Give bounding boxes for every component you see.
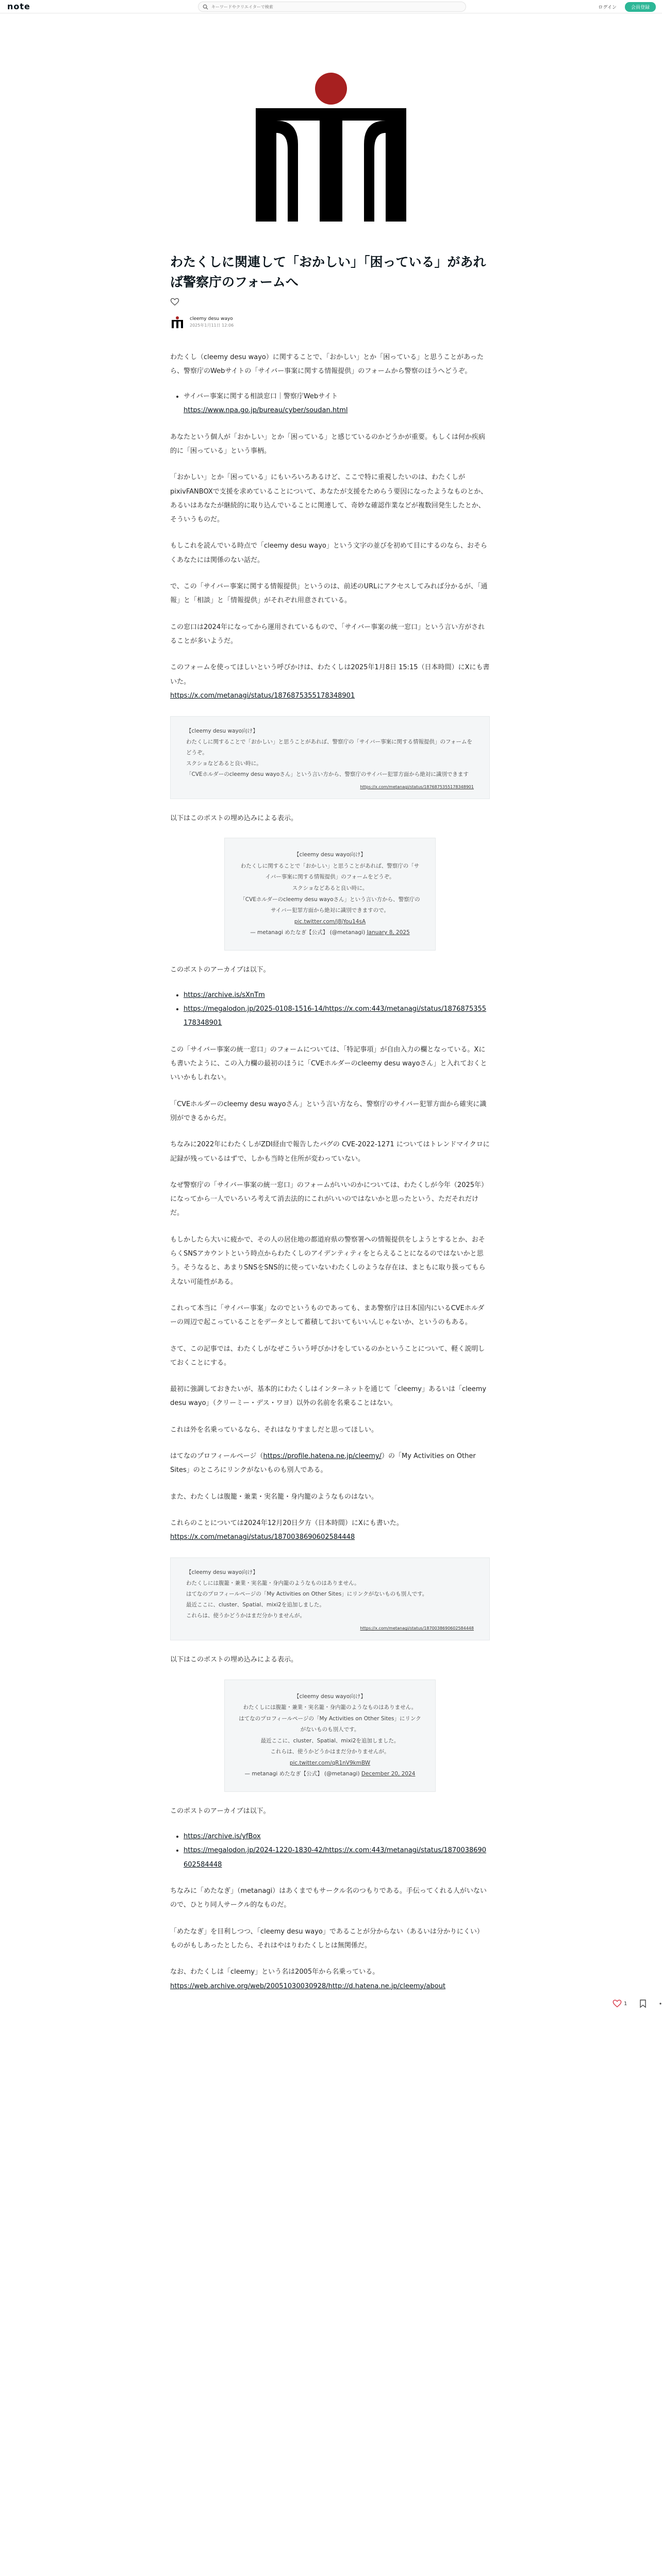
paragraph bbox=[170, 1449, 490, 1478]
heart-icon[interactable] bbox=[170, 298, 179, 306]
list-item bbox=[184, 988, 490, 1002]
paragraph: あなたという個人が「おかしい」とか「困っている」と感じているのかどうかが重要。もしくは何か疾病的に「困っている」という事柄。 bbox=[170, 433, 486, 455]
embed-pic-link[interactable]: pic.twitter.com/j8jYou14sA bbox=[294, 918, 366, 925]
heart-icon bbox=[613, 1999, 622, 2008]
card-line: わたくしに関することで「おかしい」と思うことがあれば、警察庁の「サイバー事案に関する情報提供」のフォームをどうぞ。 bbox=[186, 739, 473, 756]
author-name[interactable]: cleemy desu wayo bbox=[190, 316, 233, 321]
paragraph: このポストのアーカイブは以下。 bbox=[170, 965, 270, 974]
card-line: 最近ここに、cluster、Spatial、mixi2を追加しました。 bbox=[186, 1602, 325, 1608]
card-line: わたくしには腹籠・兼業・実名籠・身内籠のようなものはありません。 bbox=[186, 1580, 360, 1587]
paragraph: 「おかしい」とか「困っている」にもいろいろあるけど、ここで特に重視したいのは、わたくしがpixivFANBOXで支援を求めていることについて、あなたが支援をためらう要因になったようなものとか、あるいはあなたが継続的に取り込んでいることに関連して、奇妙な確認作業などが複数回発生したとか、そういうものだ。 bbox=[170, 473, 488, 524]
embed-body: 最近ここに、cluster、Spatial、mixi2を追加しました。 bbox=[260, 1737, 400, 1744]
embed-body: わたくしには腹籠・兼業・実名籠・身内籠のようなものはありません。 bbox=[243, 1704, 417, 1711]
embed-author: — metanagi めたなぎ【公式】 (@metanagi) bbox=[244, 1771, 360, 1777]
embedded-post bbox=[224, 1680, 436, 1792]
x-post-link[interactable]: https://x.com/metanagi/status/1870038690602584448 bbox=[170, 1533, 355, 1541]
paragraph bbox=[170, 660, 490, 703]
article-title: わたくしに関連して「おかしい」「困っている」があれば警察庁のフォームへ bbox=[170, 255, 486, 290]
card-line: 【cleemy desu wayo向け】 bbox=[186, 728, 258, 735]
embed-body: 「CVEホルダーのcleemy desu wayoさん」という言い方から、警察庁のサイバー犯罪方面から絶対に識別できますので。 bbox=[240, 896, 420, 914]
list-item-label: サイバー事案に関する相談窓口｜警察庁Webサイト bbox=[184, 393, 338, 401]
list-item bbox=[184, 1829, 490, 1843]
paragraph: これは外を名乗っているなら、それはなりすましだと思ってほしい。 bbox=[170, 1426, 378, 1434]
card-line: 【cleemy desu wayo向け】 bbox=[186, 1569, 258, 1576]
paragraph-text: ）の「My Activities on Other Sites」のところにリンクがないものも別人である。 bbox=[170, 1452, 476, 1475]
embed-body: わたくしに関することで「おかしい」と思うことがあれば、警察庁の「サイバー事案に関する情報提供」のフォームをどうぞ。 bbox=[240, 862, 420, 880]
like-button[interactable] bbox=[613, 1999, 627, 2008]
paragraph: 以下はこのポストの埋め込みによる表示。 bbox=[170, 815, 298, 823]
x-post-card[interactable] bbox=[170, 716, 490, 799]
paragraph: また、わたくしは腹籠・兼業・実名籠・身内籠のようなものはない。 bbox=[170, 1493, 378, 1501]
more-icon bbox=[659, 1999, 662, 2008]
author-block bbox=[170, 315, 490, 330]
avatar[interactable] bbox=[170, 315, 185, 330]
paragraph: ちなみに2022年にわたくしがZDI経由で報告したバグの CVE-2022-1271 についてはトレンドマイクロに記録が残っているはずで、しかも当時と住所が変わっていない。 bbox=[170, 1141, 490, 1163]
paragraph-text: はてなのプロフィールページ（ bbox=[170, 1452, 263, 1460]
embed-author: — metanagi めたなぎ【公式】 (@metanagi) bbox=[250, 929, 366, 936]
card-line: 「CVEホルダーのcleemy desu wayoさん」という言い方から、警察庁のサイバー犯罪方面から絶対に識別できます bbox=[186, 771, 469, 778]
paragraph: これって本当に「サイバー事案」なのでというものであっても、まあ警察庁は日本国内にいるCVEホルダーの周辺で起こっていることをデータとして蓄積しておいてもいいんじゃないか、というのもある。 bbox=[170, 1304, 485, 1327]
paragraph bbox=[170, 1965, 490, 1993]
card-line: スクショなどあると良い時に。 bbox=[186, 760, 262, 767]
embed-body: はてなのプロフィールページの「My Activities on Other Sites」にリンクがないものも別人です。 bbox=[239, 1715, 421, 1733]
hatena-profile-link[interactable]: https://profile.hatena.ne.jp/cleemy/ bbox=[263, 1452, 382, 1460]
bookmark-button[interactable] bbox=[638, 1999, 648, 2008]
login-link[interactable]: ログイン bbox=[598, 5, 617, 10]
embedded-post bbox=[224, 838, 436, 950]
paragraph: このポストのアーカイブは以下。 bbox=[170, 1807, 270, 1815]
archive-link[interactable]: https://archive.is/sXnTm bbox=[184, 991, 265, 999]
side-actions bbox=[613, 1999, 662, 2008]
wayback-link[interactable]: https://web.archive.org/web/20051030030928/http://d.hatena.ne.jp/cleemy/about bbox=[170, 1982, 446, 1990]
archive-link[interactable]: https://archive.is/yfBox bbox=[184, 1833, 261, 1841]
paragraph bbox=[170, 1516, 490, 1545]
more-button[interactable] bbox=[659, 1999, 662, 2008]
paragraph: 最初に強調しておきたいが、基本的にわたくしはインターネットを通じて「cleemy」あるいは「cleemy desu wayo」（クリーミー・デス・ワヨ）以外の名前を名乗ることはない。 bbox=[170, 1385, 487, 1408]
card-line: これらは、使うかどうかはまだ分かりませんが。 bbox=[186, 1613, 305, 1619]
embed-pic-link[interactable]: pic.twitter.com/qR1nV9kmBW bbox=[289, 1759, 371, 1766]
bookmark-icon bbox=[638, 1999, 648, 2008]
paragraph: もしこれを読んでいる時点で「cleemy desu wayo」という文字の並びを初めて目にするのなら、おそらくあなたには関係のない話だ。 bbox=[170, 542, 487, 564]
npa-link[interactable]: https://www.npa.go.jp/bureau/cyber/soudan.html bbox=[184, 406, 348, 415]
top-bar bbox=[0, 0, 662, 13]
paragraph: 以下はこのポストの埋め込みによる表示。 bbox=[170, 1656, 298, 1664]
metanagi-logo-image bbox=[243, 67, 419, 242]
x-post-link[interactable]: https://x.com/metanagi/status/1876875355178348901 bbox=[170, 691, 355, 700]
list-item bbox=[184, 389, 490, 418]
list-item bbox=[184, 1843, 490, 1872]
paragraph: 「めたなぎ」を目利しつつ、「cleemy desu wayo」であることが分からない（あるいは分かりにくい）ものがもしあったとしたら、それはやはりわたくしとは無関係だ。 bbox=[170, 1927, 484, 1950]
hero-image bbox=[243, 67, 419, 242]
paragraph: ちなみに「めたなぎ」（metanagi）はあくまでもサークル名のつもりである。手伝ってくれる人がいないので、ひとり同人サークル的なものだ。 bbox=[170, 1887, 487, 1909]
embed-head: 【cleemy desu wayo向け】 bbox=[294, 852, 366, 858]
archive-list bbox=[170, 988, 490, 1030]
paragraph: 「CVEホルダーのcleemy desu wayoさん」という言い方なら、警察庁のサイバー犯罪方面から確実に識別ができるからだ。 bbox=[170, 1100, 487, 1122]
note-logo[interactable]: note bbox=[7, 2, 30, 11]
x-post-card[interactable] bbox=[170, 1557, 490, 1640]
paragraph-text: このフォームを使ってほしいという呼びかけは、わたくしは2025年1月8日 15:15（日本時間）にXにも書いた。 bbox=[170, 664, 490, 686]
embed-date-link[interactable]: January 8, 2025 bbox=[367, 929, 410, 936]
search-box[interactable] bbox=[198, 2, 466, 12]
card-line: はてなのプロフィールページの「My Activities on Other Sites」にリンクがないものも別人です。 bbox=[186, 1591, 428, 1598]
paragraph: この窓口は2024年になってから運用されているもので、「サイバー事案の統一窓口」という言い方がされることが多いようだ。 bbox=[170, 623, 485, 645]
card-source-link[interactable]: https://x.com/metanagi/status/1876875355178348901 bbox=[360, 785, 474, 790]
signup-button[interactable]: 会員登録 bbox=[625, 2, 656, 12]
embed-head: 【cleemy desu wayo向け】 bbox=[294, 1693, 366, 1700]
embed-body: これらは、使うかどうかはまだ分かりませんが。 bbox=[270, 1749, 390, 1755]
paragraph: で、この「サイバー事案に関する情報提供」というのは、前述のURLにアクセスしてみれば分かるが、「通報」と「相談」と「情報提供」がそれぞれ用意されている。 bbox=[170, 583, 488, 605]
archive-link[interactable]: https://megalodon.jp/2024-1220-1830-42/https://x.com:443/metanagi/status/1870038690602584448 bbox=[184, 1846, 487, 1869]
list-item bbox=[184, 1002, 490, 1030]
paragraph: わたくし（cleemy desu wayo）に関することで、「おかしい」とか「困っている」と思うことがあったら、警察庁のWebサイトの「サイバー事案に関する情報提供」のフォームから警察のほうへどうぞ。 bbox=[170, 353, 484, 375]
paragraph: さて、この記事では、わたくしがなぜこういう呼びかけをしているのかということについて、軽く説明しておくことにする。 bbox=[170, 1345, 485, 1367]
archive-link[interactable]: https://megalodon.jp/2025-0108-1516-14/https://x.com:443/metanagi/status/1876875355178348901 bbox=[184, 1005, 487, 1027]
like-count: 1 bbox=[624, 2001, 627, 2007]
paragraph: なぜ警察庁の「サイバー事案の統一窓口」のフォームがいいのかについては、わたくしが今年（2025年）になってから一人でいろいろ考えて消去法的にこれがいいのではないかと思ったという、ただそれだけだ。 bbox=[170, 1181, 488, 1217]
search-icon bbox=[203, 4, 208, 10]
card-source-link[interactable]: https://x.com/metanagi/status/1870038690602584448 bbox=[360, 1626, 474, 1631]
paragraph-text: なお、わたくしは「cleemy」という名は2005年から名乗っている。 bbox=[170, 1968, 379, 1976]
article bbox=[170, 252, 490, 1993]
paragraph: この「サイバー事案の統一窓口」のフォームについては、「特記事項」が自由入力の欄となっている。Xにも書いたように、この入力欄の最初のほうに「CVEホルダーのcleemy desu wayoさん」と入れておくといいかもしれない。 bbox=[170, 1045, 487, 1082]
paragraph-text: これらのことについては2024年12月20日夕方（日本時間）にXにも書いた。 bbox=[170, 1519, 403, 1527]
post-date: 2025年1月11日 12:06 bbox=[190, 323, 234, 328]
embed-date-link[interactable]: December 20, 2024 bbox=[361, 1771, 416, 1777]
link-list bbox=[170, 389, 490, 418]
archive-list bbox=[170, 1829, 490, 1872]
search-input[interactable] bbox=[211, 5, 461, 9]
paragraph: もしかしたら大いに疲かで、その人の居住地の都道府県の警察署への情報提供をしようとするとか、おそらくSNSアカウントという時点からわたくしのアイデンティティをとらえることになるのではないかと思う。そうなると、あまりSNSをSNS的に使っていないわたくしのような存在は、まともに取り扱ってもらえない可能性がある。 bbox=[170, 1235, 486, 1286]
embed-body: スクショなどあると良い時に。 bbox=[292, 885, 368, 891]
